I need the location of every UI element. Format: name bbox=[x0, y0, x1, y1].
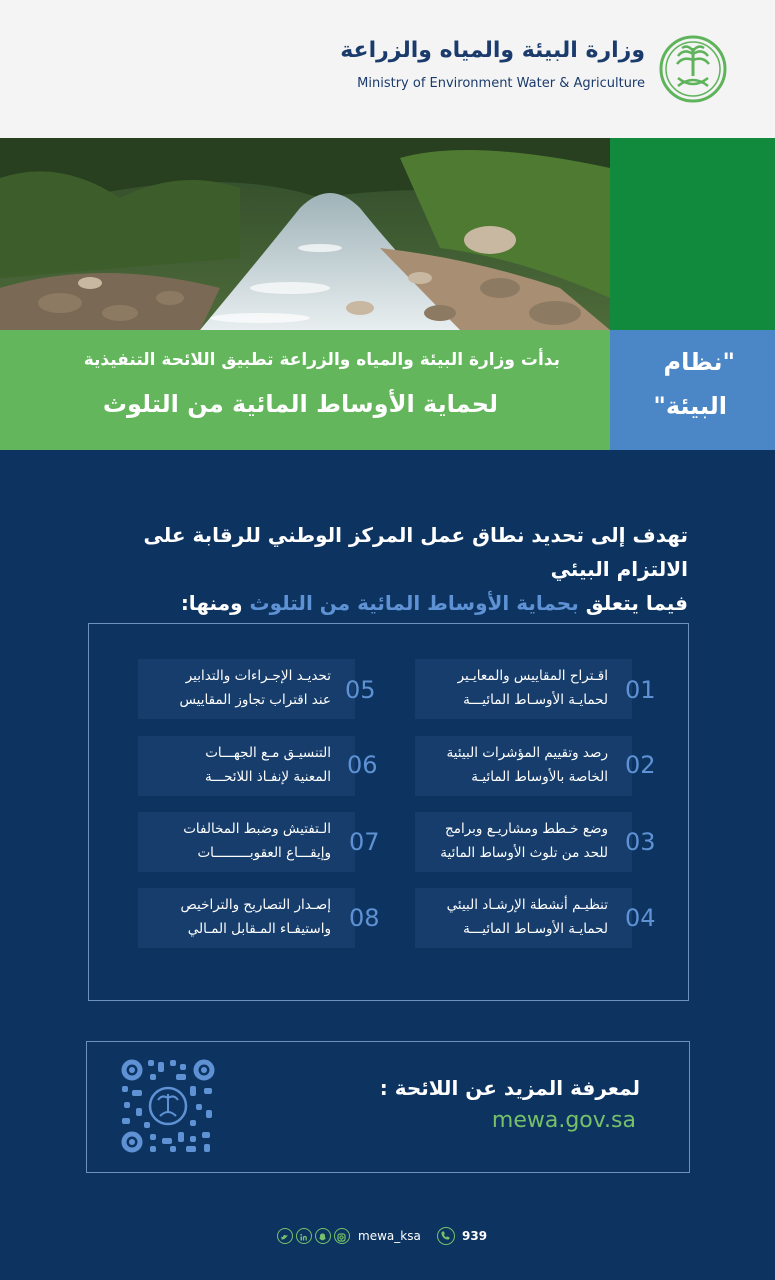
objective-number: 08 bbox=[349, 904, 380, 932]
title-banner bbox=[0, 330, 610, 450]
objective-number: 01 bbox=[625, 676, 656, 704]
objective-line-1: الـتفتيش وضبط المخالفات bbox=[183, 821, 331, 837]
objective-line-1: تحديـد الإجـراءات والتدابير bbox=[185, 668, 331, 684]
social-handle[interactable]: mewa_ksa bbox=[358, 1229, 421, 1243]
ministry-name-arabic: وزارة البيئة والمياه والزراعة bbox=[340, 38, 645, 63]
intro-line-2-start: فيما يتعلق bbox=[578, 591, 688, 615]
objective-item bbox=[138, 888, 355, 948]
instagram-icon[interactable] bbox=[334, 1228, 350, 1244]
footer bbox=[0, 1226, 775, 1250]
website-link[interactable]: mewa.gov.sa bbox=[491, 1108, 636, 1133]
objective-line-2: الخاصة بالأوساط المائيـة bbox=[471, 769, 608, 785]
objective-number: 07 bbox=[349, 828, 380, 856]
banner-subtitle: بدأت وزارة البيئة والمياه والزراعة تطبيق اللائحة التنفيذية bbox=[83, 350, 560, 370]
linkedin-icon[interactable] bbox=[296, 1228, 312, 1244]
intro-line-2 bbox=[68, 586, 688, 620]
objective-line-2: واستيفـاء المـقابل المـالي bbox=[187, 921, 331, 937]
objective-item bbox=[415, 736, 632, 796]
more-info-label: لمعرفة المزيد عن اللائحة : bbox=[379, 1076, 640, 1100]
objective-number: 03 bbox=[625, 828, 656, 856]
qr-code-icon[interactable] bbox=[120, 1058, 216, 1154]
objective-line-1: رصد وتقييم المؤشرات البيئية bbox=[446, 745, 608, 761]
banner-title: لحماية الأوساط المائية من التلوث bbox=[102, 390, 498, 418]
objective-item bbox=[415, 888, 632, 948]
objective-line-1: تنظيـم أنشطة الإرشـاد البيئي bbox=[446, 897, 608, 913]
tag-line-2: البيئة" bbox=[653, 392, 727, 420]
river-photo bbox=[0, 138, 610, 330]
objective-line-2: لحمايـة الأوسـاط المائيـــة bbox=[463, 692, 608, 708]
objective-line-2: للحد من تلوث الأوساط المائية bbox=[440, 845, 608, 861]
objective-number: 02 bbox=[625, 751, 656, 779]
objective-number: 05 bbox=[345, 676, 376, 704]
objective-line-2: وإيقـــاع العقوبـــــــــات bbox=[197, 845, 331, 861]
twitter-icon[interactable] bbox=[277, 1228, 293, 1244]
objective-item bbox=[415, 659, 632, 719]
phone-icon bbox=[437, 1227, 455, 1245]
objective-line-2: عند اقتراب تجاوز المقاييس bbox=[179, 692, 331, 708]
objective-line-2: المعنية لإنفـاذ اللائحـــة bbox=[204, 769, 331, 785]
intro-highlight: بحماية الأوساط المائية من التلوث bbox=[249, 591, 579, 615]
objective-item bbox=[138, 812, 355, 872]
snapchat-icon[interactable] bbox=[315, 1228, 331, 1244]
ministry-name-english: Ministry of Environment Water & Agriculture bbox=[357, 76, 645, 91]
objective-line-2: لحمايـة الأوسـاط المائيـــة bbox=[463, 921, 608, 937]
objective-item bbox=[415, 812, 632, 872]
intro-line-2-end: ومنها: bbox=[180, 591, 250, 615]
phone-number[interactable]: 939 bbox=[462, 1229, 488, 1243]
green-accent-block bbox=[610, 138, 775, 330]
intro-paragraph bbox=[68, 518, 688, 620]
objective-number: 06 bbox=[347, 751, 378, 779]
tag-line-1: "نظام bbox=[663, 348, 735, 376]
intro-line-1: تهدف إلى تحديد نطاق عمل المركز الوطني للرقابة على الالتزام البيئي bbox=[143, 523, 688, 581]
objective-line-1: اقـتراح المقاييس والمعايـير bbox=[457, 668, 608, 684]
objective-line-1: إصـدار التصاريح والتراخيص bbox=[180, 897, 331, 913]
objective-line-1: وضع خـطط ومشاريـع وبرامج bbox=[445, 821, 608, 837]
objective-item bbox=[138, 659, 355, 719]
palm-swords-emblem-icon bbox=[658, 34, 728, 104]
objective-item bbox=[138, 736, 355, 796]
objective-number: 04 bbox=[625, 904, 656, 932]
environment-law-tag bbox=[610, 330, 775, 450]
objective-line-1: التنسيـق مـع الجهـــات bbox=[205, 745, 331, 761]
header bbox=[0, 0, 775, 138]
